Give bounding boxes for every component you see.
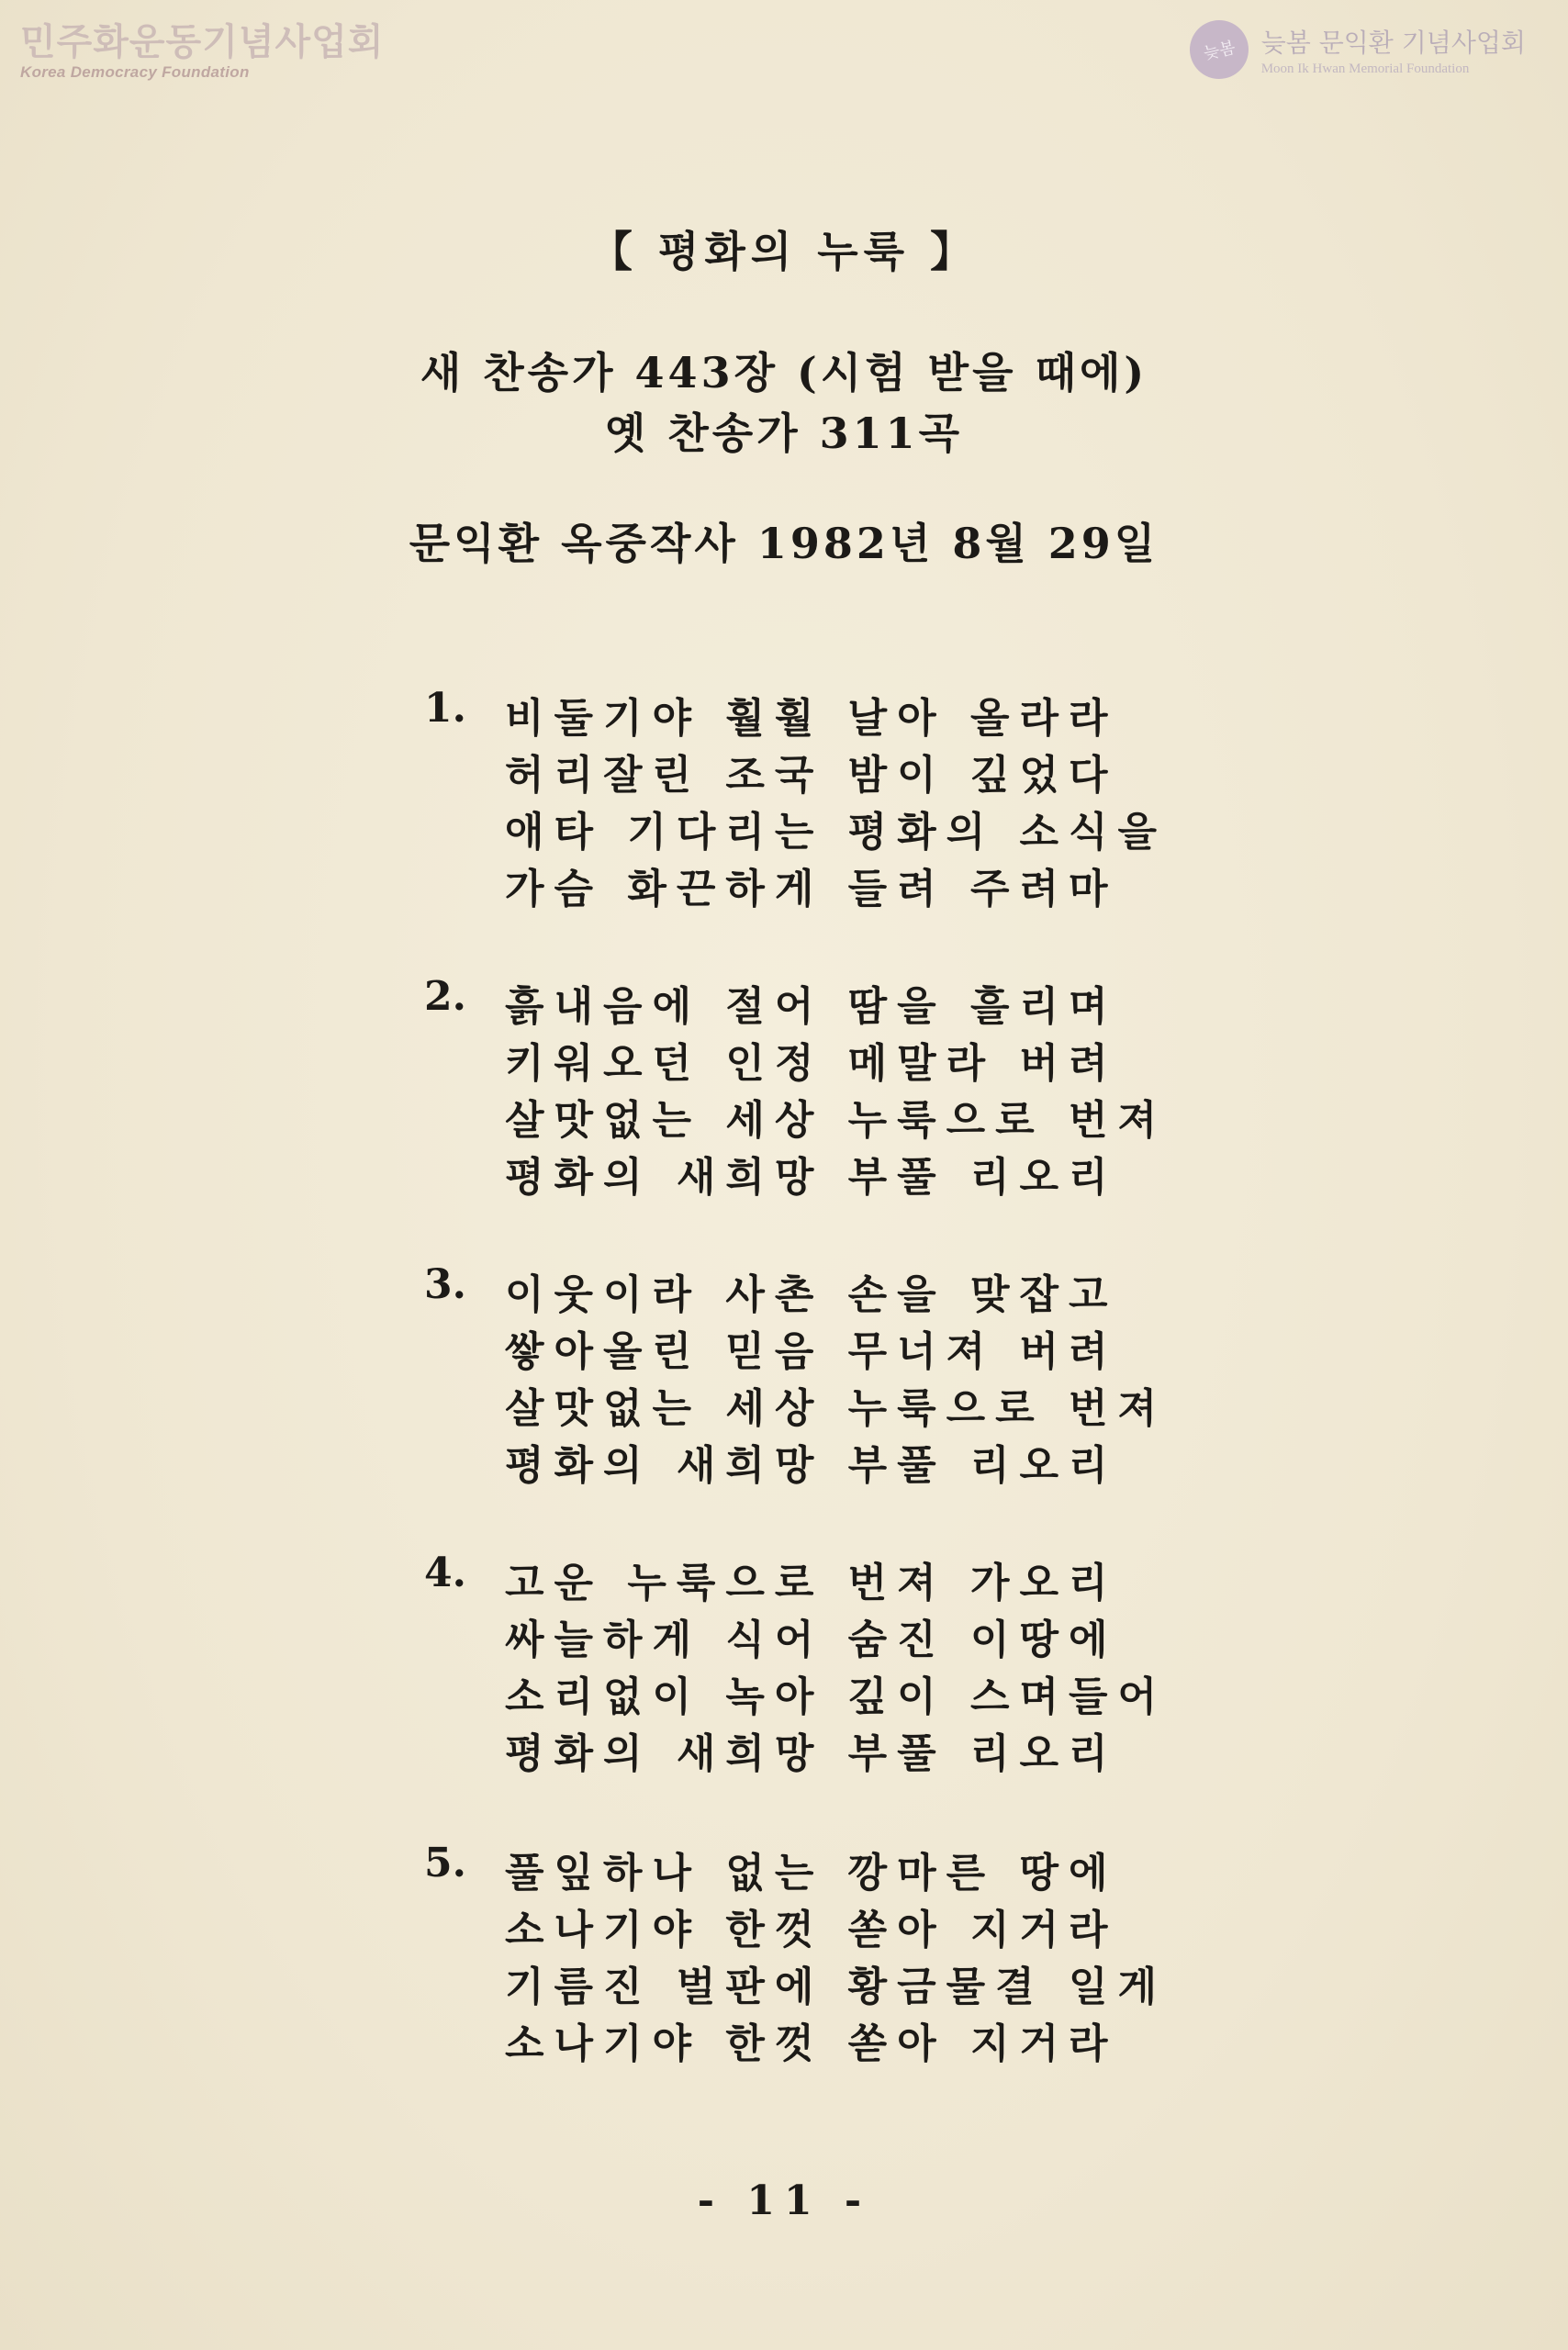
verse-line: 가슴 화끈하게 들려 주려마 [505, 866, 1118, 912]
watermark-left-english: Korea Democracy Foundation [20, 63, 250, 81]
verse-line: 살맛없는 세상 누룩으로 번져 [505, 1097, 1168, 1144]
page-number: - 11 - [697, 2177, 871, 2224]
verse-line: 평화의 새희망 부풀 리오리 [505, 1442, 1118, 1489]
verse-line: 소리없이 녹아 깊이 스며들어 [505, 1673, 1168, 1720]
verse-number: 4. [424, 1550, 466, 1596]
verse-line: 평화의 새희망 부풀 리오리 [505, 1730, 1118, 1777]
korea-democracy-foundation-watermark [20, 13, 384, 82]
verse-number: 3. [424, 1261, 466, 1308]
verse-number: 2. [424, 973, 466, 1020]
verse-line: 소나기야 한껏 쏟아 지거라 [505, 2020, 1118, 2067]
verse-line: 허리잘린 조국 밤이 깊었다 [505, 752, 1118, 799]
verse-number: 5. [424, 1840, 466, 1886]
verse-line: 평화의 새희망 부풀 리오리 [505, 1154, 1118, 1201]
foundation-seal-icon: 늦봄 [1184, 15, 1254, 84]
verse-line: 풀잎하나 없는 깡마른 땅에 [505, 1850, 1118, 1897]
verse-line: 키워오던 인정 메말라 버려 [505, 1040, 1118, 1087]
verse-line: 소나기야 한껏 쏟아 지거라 [505, 1907, 1118, 1953]
verse-line: 살맛없는 세상 누룩으로 번져 [505, 1385, 1168, 1432]
verse-line: 쌓아올린 믿음 무너져 버려 [505, 1328, 1118, 1375]
verse-line: 이웃이라 사촌 손을 맞잡고 [505, 1271, 1118, 1318]
verse-line: 비둘기야 훨훨 날아 올라라 [505, 695, 1118, 742]
watermark-right-korean: 늦봄 문익환 기념사업회 [1260, 27, 1526, 58]
verse-line: 기름진 벌판에 황금물결 일게 [505, 1964, 1168, 2010]
watermark-right-english: Moon Ik Hwan Memorial Foundation [1260, 61, 1470, 76]
author-date-line: 문익환 옥중작사 1982년 8월 29일 [409, 519, 1159, 568]
verse-number: 1. [424, 685, 466, 732]
document-title: 【 평화의 누룩 】 [589, 227, 979, 276]
verse-line: 애타 기다리는 평화의 소식을 [505, 809, 1168, 856]
hymn-new-reference: 새 찬송가 443장 (시험 받을 때에) [420, 348, 1148, 397]
watermark-left-korean: 민주화운동기념사업회 [20, 21, 385, 63]
verse-line: 흙내음에 절어 땀을 흘리며 [505, 983, 1118, 1030]
verse-line: 고운 누룩으로 번져 가오리 [505, 1560, 1118, 1606]
hymn-old-reference: 옛 찬송가 311곡 [604, 408, 964, 458]
verse-line: 싸늘하게 식어 숨진 이땅에 [505, 1617, 1118, 1663]
moon-ik-hwan-foundation-watermark [1190, 20, 1526, 79]
